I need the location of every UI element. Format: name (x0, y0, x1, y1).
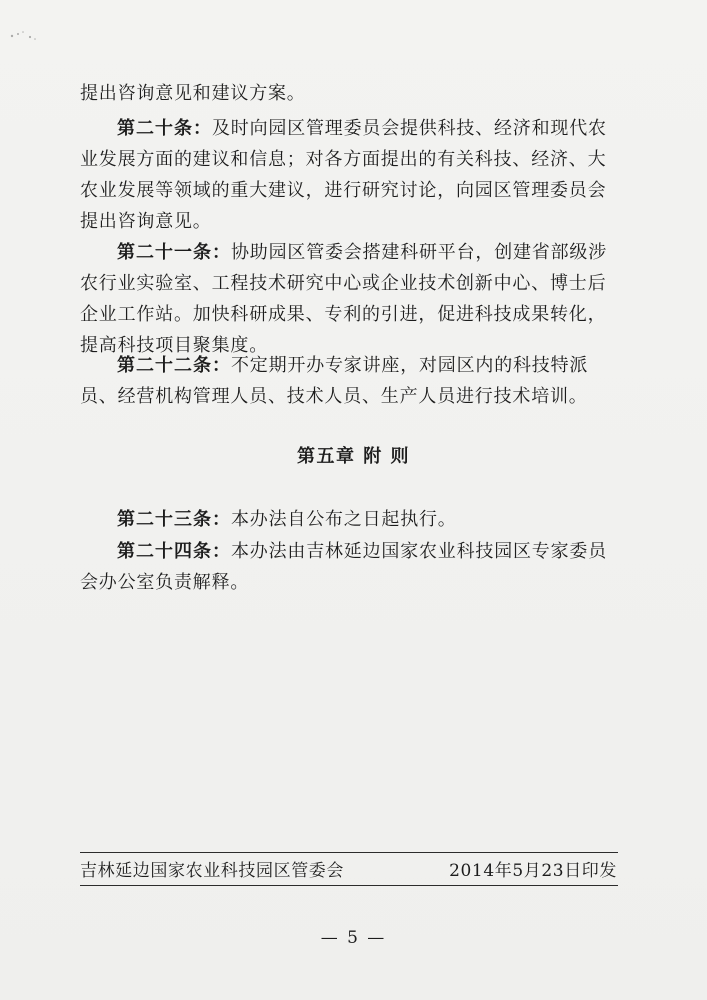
article-20-label: 第二十条： (117, 118, 212, 139)
article-22-text: 不定期开办专家讲座，对园区内的科技特派员、经营机构管理人员、技术人员、生产人员进行技术培训。 (80, 355, 589, 407)
article-24-text: 本办法由吉林延边国家农业科技园区专家委员会办公室负责解释。 (80, 541, 607, 593)
article-24-label: 第二十四条： (117, 541, 231, 562)
scan-marks (8, 26, 40, 46)
footer-issuer: 吉林延边国家农业科技园区管委会 (80, 861, 344, 881)
article-20-text: 及时向园区管理委员会提供科技、经济和现代农业发展方面的建议和信息；对各方面提出的有关科技、经济、大农业发展等领域的重大建议，进行研究讨论，向园区管理委员会提出咨询意见。 (80, 118, 607, 232)
article-24 (80, 536, 625, 598)
article-22 (80, 350, 625, 412)
footer-bottom-rule (80, 885, 618, 886)
article-23-text: 本办法自公布之日起执行。 (231, 509, 457, 530)
paragraph-continuation (80, 78, 625, 109)
article-21-label: 第二十一条： (117, 242, 231, 263)
article-23-label: 第二十三条： (117, 509, 231, 530)
page-number: — 5 — (320, 928, 387, 948)
article-21-text: 协助园区管委会搭建科研平台，创建省部级涉农行业实验室、工程技术研究中心或企业技术创新中心、博士后企业工作站。加快科研成果、专利的引进，促进科技成果转化，提高科技项目聚集度。 (80, 242, 607, 356)
article-20 (80, 113, 625, 237)
footer-date: 2014年5月23日印发 (449, 861, 617, 881)
article-23 (80, 504, 625, 535)
chapter-title: 第五章 附 则 (296, 446, 411, 467)
article-21 (80, 237, 625, 361)
article-22-label: 第二十二条： (117, 355, 231, 376)
footer-top-rule (80, 852, 618, 853)
paragraph-text: 提出咨询意见和建议方案。 (80, 83, 306, 104)
